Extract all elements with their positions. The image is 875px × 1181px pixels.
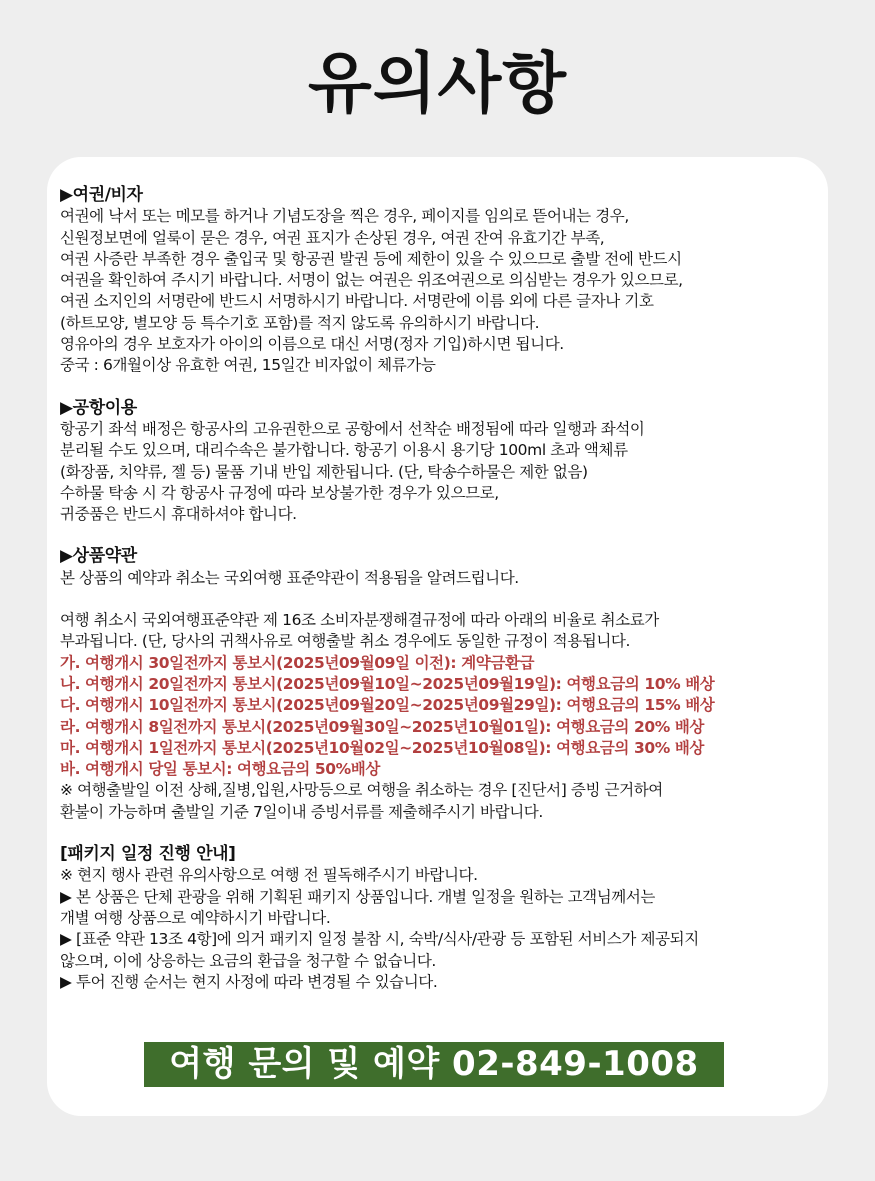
cancel-fee-item: 라. 여행개시 8일전까지 통보시(2025년09월30일~2025년10월01일): 여행요금의 20% 배상: [60, 717, 704, 736]
airport-heading: ▶공항이용: [60, 397, 137, 418]
airport-line: 수하물 탁송 시 각 항공사 규정에 따라 보상불가한 경우가 있으므로,: [60, 483, 499, 502]
medical-note-line: 환불이 가능하며 출발일 기준 7일이내 증빙서류를 제출해주시기 바랍니다.: [60, 802, 543, 821]
page-title: 유의사항: [307, 45, 568, 122]
airport-line: 항공기 좌석 배정은 항공사의 고유권한으로 공항에서 선착순 배정됨에 따라 일행과 좌석이: [60, 419, 645, 438]
passport-line: 영유아의 경우 보호자가 아이의 이름으로 대신 서명(정자 기입)하시면 됩니다.: [60, 335, 564, 354]
airport-line: (화장품, 치약류, 젤 등) 물품 기내 반입 제한됩니다. (단, 탁송수하물은 제한 없음): [60, 462, 588, 481]
medical-note-line: ※ 여행출발일 이전 상해,질병,입원,사망등으로 여행을 취소하는 경우 [진단서] 증빙 근거하여: [60, 781, 663, 800]
terms-intro: 본 상품의 예약과 취소는 국외여행 표준약관이 적용됨을 알려드립니다.: [60, 568, 519, 587]
passport-heading: ▶여권/비자: [60, 185, 143, 205]
cancel-fee-item: 마. 여행개시 1일전까지 통보시(2025년10월02일~2025년10월08일): 여행요금의 30% 배상: [60, 738, 704, 757]
package-line: ▶ 본 상품은 단체 관광을 위해 기획된 패키지 상품입니다. 개별 일정을 원하는 고객님께서는: [60, 887, 656, 906]
package-line: ▶ [표준 약관 13조 4항]에 의거 패키지 일정 불참 시, 숙박/식사/관광 등 포함된 서비스가 제공되지: [60, 930, 699, 949]
passport-line: (하트모양, 별모양 등 특수기호 포함)를 적지 않도록 유의하시기 바랍니다.: [60, 313, 540, 332]
cancel-rule-line: 여행 취소시 국외여행표준약관 제 16조 소비자분쟁해결규정에 따라 아래의 비율로 취소료가: [60, 611, 659, 630]
package-line: 않으며, 이에 상응하는 요금의 환급을 청구할 수 없습니다.: [60, 951, 436, 970]
passport-line: 여권 소지인의 서명란에 반드시 서명하시기 바랍니다. 서명란에 이름 외에 다른 글자나 기호: [60, 292, 654, 311]
passport-line: 여권을 확인하여 주시기 바랍니다. 서명이 없는 여권은 위조여권으로 의심받는 경우가 있으므로,: [60, 271, 683, 290]
terms-heading: ▶상품약관: [60, 546, 137, 567]
cancel-fee-item: 나. 여행개시 20일전까지 통보시(2025년09월10일~2025년09월19일): 여행요금의 10% 배상: [60, 674, 715, 693]
package-heading: [패키지 일정 진행 안내]: [60, 844, 236, 865]
package-line: 개별 여행 상품으로 예약하시기 바랍니다.: [60, 908, 331, 927]
cancel-fee-item: 다. 여행개시 10일전까지 통보시(2025년09월20일~2025년09월29일): 여행요금의 15% 배상: [60, 696, 715, 715]
cancel-rule-line: 부과됩니다. (단, 당사의 귀책사유로 여행출발 취소 경우에도 동일한 규정이 적용됩니다.: [60, 632, 631, 651]
package-line: ▶ 투어 진행 순서는 현지 사정에 따라 변경될 수 있습니다.: [60, 972, 438, 991]
passport-line: 신원정보면에 얼룩이 묻은 경우, 여권 표지가 손상된 경우, 여권 잔여 유효기간 부족,: [60, 228, 605, 247]
passport-line: 여권 사증란 부족한 경우 출입국 및 항공권 발권 등에 제한이 있을 수 있으므로 출발 전에 반드시: [60, 249, 682, 268]
notice-content: [60, 185, 830, 993]
notice-card: [47, 157, 828, 1116]
airport-line: 귀중품은 반드시 휴대하셔야 합니다.: [60, 505, 297, 524]
passport-line: 중국 : 6개월이상 유효한 여권, 15일간 비자없이 체류가능: [60, 356, 436, 375]
contact-banner: 여행 문의 및 예약 02-849-1008: [144, 1042, 724, 1087]
airport-line: 분리될 수도 있으며, 대리수속은 불가합니다. 항공기 이용시 용기당 100ml 초과 액체류: [60, 441, 628, 460]
cancel-fee-item: 바. 여행개시 당일 통보시: 여행요금의 50%배상: [60, 760, 380, 779]
package-line: ※ 현지 행사 관련 유의사항으로 여행 전 필독해주시기 바랍니다.: [60, 866, 478, 885]
passport-line: 여권에 낙서 또는 메모를 하거나 기념도장을 찍은 경우, 페이지를 임의로 뜯어내는 경우,: [60, 207, 629, 226]
cancel-fee-item: 가. 여행개시 30일전까지 통보시(2025년09월09일 이전): 계약금환급: [60, 653, 535, 672]
